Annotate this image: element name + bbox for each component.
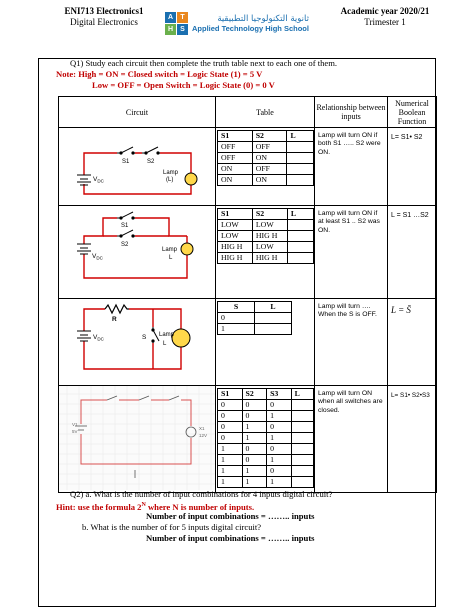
logo-arabic: ثانوية التكنولوجيا التطبيقية [217,13,309,24]
circuit-table [58,96,437,493]
answer-cell[interactable] [291,433,313,444]
logo-english: Applied Technology High School [192,23,309,33]
s1-label: S1 [122,159,130,165]
academic-year: Academic year 2020/21 [340,6,430,16]
answer-cell[interactable] [291,466,313,477]
logo-mark [165,12,188,35]
logo-letter: S [177,24,188,35]
s2-label: S2 [121,242,129,248]
vdc-label: $V_{DC}$ [93,176,104,184]
vdc-label: $V_{DC}$ [92,253,103,261]
logo-text [192,14,309,34]
lamp-label: Lamp [159,332,175,338]
truth-table-3: S L 0 1 [217,301,292,335]
school-logo [165,12,309,35]
vdc-label: $V_{DC}$ [93,334,104,342]
trimester: Trimester 1 [364,17,406,27]
truth-table-cell [216,128,315,206]
answer-cell[interactable] [291,411,313,422]
lamp-sub-label: L [169,255,173,261]
parallel-circuit-diagram [59,206,215,296]
truth-table-cell [216,206,315,299]
logo-letter: T [177,12,188,23]
header-table: Table [216,97,315,128]
circuit-cell [59,386,216,493]
q2-part-b: b. What is the number of for 5 inputs digital circuit? [82,522,262,532]
lamp-icon [181,243,193,255]
three-switch-circuit-diagram [59,386,215,490]
circuit-cell [59,128,216,206]
answer-line-b[interactable]: Number of input combinations = …….. inputs [146,533,315,543]
table-row [59,299,437,386]
s2-label: S2 [147,159,155,165]
header-left [44,6,164,28]
circuit-cell [59,206,216,299]
lamp-value: 12V [199,433,208,438]
truth-table-cell [216,299,315,386]
s1-label: S1 [121,223,129,229]
lamp-sub-label: (L) [166,177,174,183]
note-line-2: Low = OFF = Open Switch = Logic State (0) = 0 V [92,80,275,90]
header-function: Numerical Boolean Function [388,97,437,128]
q2-part-a: Q2) a. What is the number of input combinations for 4 inputs digital circuit? [70,489,333,499]
header-circuit: Circuit [59,97,216,128]
switch-label: S [142,334,147,341]
table-header-row [59,97,437,128]
vdc-label: V1 [72,422,78,427]
answer-cell[interactable] [291,477,313,488]
vdc-value: 5V [72,429,78,434]
answer-cell[interactable] [255,324,292,335]
hint-text: Hint: use the formula $2^N$ where N is number of inputs. [56,501,255,512]
relationship-text: Lamp will turn …. When the S is OFF. [315,299,388,386]
resistor-label: R [112,316,117,323]
truth-table-1: S1 S2 L OFF OFF OFF ON ON OFF ON ON [217,130,314,186]
boolean-function: L= S1• S2•S3 [388,386,437,493]
answer-cell[interactable] [291,455,313,466]
course-name: Digital Electronics [70,17,138,27]
lamp-sub-label: L [163,341,167,347]
lamp-label: Lamp [163,170,179,176]
table-row [59,128,437,206]
answer-cell[interactable] [287,175,314,186]
truth-table-cell [216,386,315,493]
relationship-text: Lamp will turn ON if at least S1 .. S2 was ON. [315,206,388,299]
header-relationship: Relationship between inputs [315,97,388,128]
answer-cell[interactable] [291,422,313,433]
q1-prompt: Q1) Study each circuit then complete the truth table next to each one of them. [70,58,338,68]
logo-letter: H [165,24,176,35]
truth-table-4: S1 S2 S3 L 0 0 0 0 0 1 0 1 0 0 1 1 1 0 0 1 0 1 1 1 0 1 1 1 [217,388,314,488]
answer-cell[interactable] [291,444,313,455]
table-row [59,206,437,299]
answer-line-a[interactable]: Number of input combinations = …….. inputs [146,511,315,521]
table-row [59,386,437,493]
lamp-label: Lamp [162,247,178,253]
shunt-switch-circuit-diagram [59,299,215,383]
answer-cell[interactable] [287,153,314,164]
answer-cell[interactable] [287,142,314,153]
boolean-function: L = S̄ [388,299,437,386]
series-circuit-diagram [59,128,215,203]
header-right [330,6,440,28]
lamp-icon [172,329,190,347]
lamp-icon [185,173,197,185]
relationship-text: Lamp will turn ON if both S1 ….. S2 were ON. [315,128,388,206]
answer-cell[interactable] [287,253,313,264]
truth-table-2: S1 S2 L LOW LOW LOW HIG H HIG H LOW HIG H HIG H [217,208,314,264]
boolean-function: L = S1 …S2 [388,206,437,299]
lamp-label: X1 [199,426,205,431]
answer-cell[interactable] [255,313,292,324]
relationship-text: Lamp will turn ON when all switches are closed. [315,386,388,493]
answer-cell[interactable] [287,231,313,242]
course-code: ENI713 Electronics1 [64,6,144,16]
answer-cell[interactable] [291,400,313,411]
boolean-function: L= S1• S2 [388,128,437,206]
answer-cell[interactable] [287,242,313,253]
answer-cell[interactable] [287,220,313,231]
logo-letter: A [165,12,176,23]
note-line-1: Note: High = ON = Closed switch = Logic State (1) = 5 V [56,69,263,79]
answer-cell[interactable] [287,164,314,175]
circuit-cell [59,299,216,386]
